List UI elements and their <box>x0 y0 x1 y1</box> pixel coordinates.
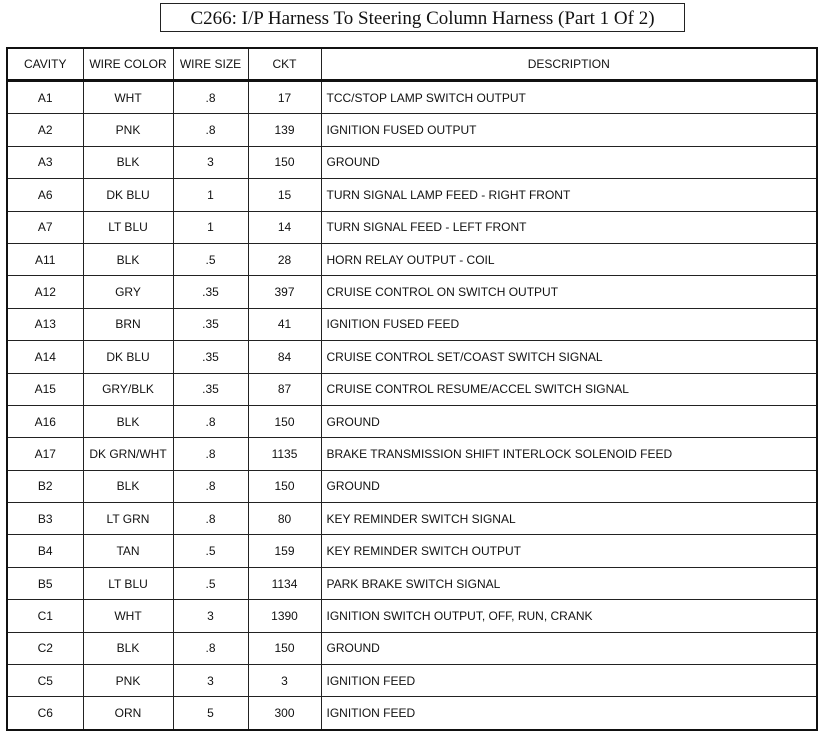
cell-description: IGNITION FEED <box>321 697 817 730</box>
cell-wire-color: ORN <box>83 697 173 730</box>
table-row <box>7 503 817 535</box>
table-row <box>7 600 817 632</box>
cell-ckt: 15 <box>248 179 321 211</box>
cell-wire-size: .8 <box>173 470 248 502</box>
cell-cavity: A1 <box>7 81 83 114</box>
table-row <box>7 276 817 308</box>
cell-ckt: 41 <box>248 308 321 340</box>
table-row <box>7 146 817 178</box>
cell-wire-size: .5 <box>173 243 248 275</box>
cell-ckt: 150 <box>248 632 321 664</box>
cell-description: CRUISE CONTROL RESUME/ACCEL SWITCH SIGNAL <box>321 373 817 405</box>
cell-wire-size: .8 <box>173 81 248 114</box>
cell-wire-size: .35 <box>173 276 248 308</box>
cell-ckt: 150 <box>248 405 321 437</box>
table-row <box>7 470 817 502</box>
cell-wire-color: DK BLU <box>83 179 173 211</box>
cell-wire-size: 5 <box>173 697 248 730</box>
cell-cavity: C5 <box>7 665 83 697</box>
cell-wire-color: LT BLU <box>83 211 173 243</box>
cell-wire-size: .8 <box>173 503 248 535</box>
cell-cavity: A14 <box>7 341 83 373</box>
cell-ckt: 1390 <box>248 600 321 632</box>
cell-wire-color: BLK <box>83 632 173 664</box>
header-wire-size: WIRE SIZE <box>173 48 248 81</box>
table-row <box>7 308 817 340</box>
table-row <box>7 341 817 373</box>
cell-ckt: 28 <box>248 243 321 275</box>
cell-ckt: 139 <box>248 114 321 146</box>
header-description: DESCRIPTION <box>321 48 817 81</box>
cell-cavity: A15 <box>7 373 83 405</box>
cell-cavity: B2 <box>7 470 83 502</box>
cell-wire-size: 1 <box>173 211 248 243</box>
cell-description: IGNITION FUSED OUTPUT <box>321 114 817 146</box>
cell-description: GROUND <box>321 146 817 178</box>
cell-wire-color: DK BLU <box>83 341 173 373</box>
cell-wire-size: .35 <box>173 373 248 405</box>
table-row <box>7 697 817 730</box>
connector-table <box>6 47 818 731</box>
cell-wire-size: 3 <box>173 600 248 632</box>
cell-wire-color: LT BLU <box>83 567 173 599</box>
cell-ckt: 3 <box>248 665 321 697</box>
cell-description: IGNITION SWITCH OUTPUT, OFF, RUN, CRANK <box>321 600 817 632</box>
cell-wire-color: PNK <box>83 665 173 697</box>
cell-description: TCC/STOP LAMP SWITCH OUTPUT <box>321 81 817 114</box>
cell-cavity: B3 <box>7 503 83 535</box>
cell-wire-color: GRY <box>83 276 173 308</box>
cell-wire-color: BLK <box>83 405 173 437</box>
cell-description: PARK BRAKE SWITCH SIGNAL <box>321 567 817 599</box>
cell-ckt: 150 <box>248 470 321 502</box>
cell-wire-size: .5 <box>173 567 248 599</box>
table-row <box>7 567 817 599</box>
cell-cavity: A17 <box>7 438 83 470</box>
cell-description: GROUND <box>321 470 817 502</box>
cell-wire-size: .5 <box>173 535 248 567</box>
cell-wire-size: .8 <box>173 438 248 470</box>
cell-cavity: A11 <box>7 243 83 275</box>
table-row <box>7 535 817 567</box>
page-title: C266: I/P Harness To Steering Column Harness (Part 1 Of 2) <box>160 3 685 32</box>
table-row <box>7 81 817 114</box>
cell-description: GROUND <box>321 405 817 437</box>
cell-ckt: 397 <box>248 276 321 308</box>
cell-description: KEY REMINDER SWITCH OUTPUT <box>321 535 817 567</box>
cell-wire-color: GRY/BLK <box>83 373 173 405</box>
table-row <box>7 438 817 470</box>
cell-ckt: 300 <box>248 697 321 730</box>
cell-cavity: A12 <box>7 276 83 308</box>
cell-wire-color: DK GRN/WHT <box>83 438 173 470</box>
cell-wire-size: .35 <box>173 341 248 373</box>
cell-cavity: A7 <box>7 211 83 243</box>
cell-wire-color: BLK <box>83 243 173 275</box>
cell-cavity: B4 <box>7 535 83 567</box>
cell-ckt: 17 <box>248 81 321 114</box>
cell-wire-size: .35 <box>173 308 248 340</box>
cell-wire-size: 1 <box>173 179 248 211</box>
cell-wire-color: BLK <box>83 470 173 502</box>
cell-wire-color: BRN <box>83 308 173 340</box>
cell-wire-color: PNK <box>83 114 173 146</box>
cell-cavity: A16 <box>7 405 83 437</box>
cell-description: CRUISE CONTROL SET/COAST SWITCH SIGNAL <box>321 341 817 373</box>
cell-cavity: A13 <box>7 308 83 340</box>
cell-ckt: 159 <box>248 535 321 567</box>
cell-description: GROUND <box>321 632 817 664</box>
table-row <box>7 373 817 405</box>
header-ckt: CKT <box>248 48 321 81</box>
cell-wire-size: .8 <box>173 405 248 437</box>
header-wire-color: WIRE COLOR <box>83 48 173 81</box>
table-row <box>7 632 817 664</box>
cell-cavity: A2 <box>7 114 83 146</box>
cell-cavity: C1 <box>7 600 83 632</box>
cell-cavity: C6 <box>7 697 83 730</box>
cell-wire-size: .8 <box>173 632 248 664</box>
cell-description: HORN RELAY OUTPUT - COIL <box>321 243 817 275</box>
table-row <box>7 665 817 697</box>
table-row <box>7 405 817 437</box>
table-row <box>7 179 817 211</box>
cell-description: KEY REMINDER SWITCH SIGNAL <box>321 503 817 535</box>
cell-ckt: 84 <box>248 341 321 373</box>
table-row <box>7 211 817 243</box>
cell-wire-size: .8 <box>173 114 248 146</box>
cell-wire-size: 3 <box>173 146 248 178</box>
table-row <box>7 243 817 275</box>
cell-cavity: C2 <box>7 632 83 664</box>
cell-wire-color: BLK <box>83 146 173 178</box>
cell-description: IGNITION FEED <box>321 665 817 697</box>
cell-wire-color: TAN <box>83 535 173 567</box>
cell-ckt: 80 <box>248 503 321 535</box>
cell-ckt: 1134 <box>248 567 321 599</box>
cell-ckt: 150 <box>248 146 321 178</box>
cell-wire-color: WHT <box>83 600 173 632</box>
cell-description: CRUISE CONTROL ON SWITCH OUTPUT <box>321 276 817 308</box>
cell-cavity: A3 <box>7 146 83 178</box>
cell-description: TURN SIGNAL LAMP FEED - RIGHT FRONT <box>321 179 817 211</box>
cell-wire-size: 3 <box>173 665 248 697</box>
cell-wire-color: WHT <box>83 81 173 114</box>
cell-description: TURN SIGNAL FEED - LEFT FRONT <box>321 211 817 243</box>
cell-description: IGNITION FUSED FEED <box>321 308 817 340</box>
cell-ckt: 14 <box>248 211 321 243</box>
cell-ckt: 1135 <box>248 438 321 470</box>
table-row <box>7 114 817 146</box>
cell-cavity: A6 <box>7 179 83 211</box>
cell-ckt: 87 <box>248 373 321 405</box>
cell-description: BRAKE TRANSMISSION SHIFT INTERLOCK SOLENOID FEED <box>321 438 817 470</box>
header-row <box>7 48 817 81</box>
cell-wire-color: LT GRN <box>83 503 173 535</box>
header-cavity: CAVITY <box>7 48 83 81</box>
cell-cavity: B5 <box>7 567 83 599</box>
